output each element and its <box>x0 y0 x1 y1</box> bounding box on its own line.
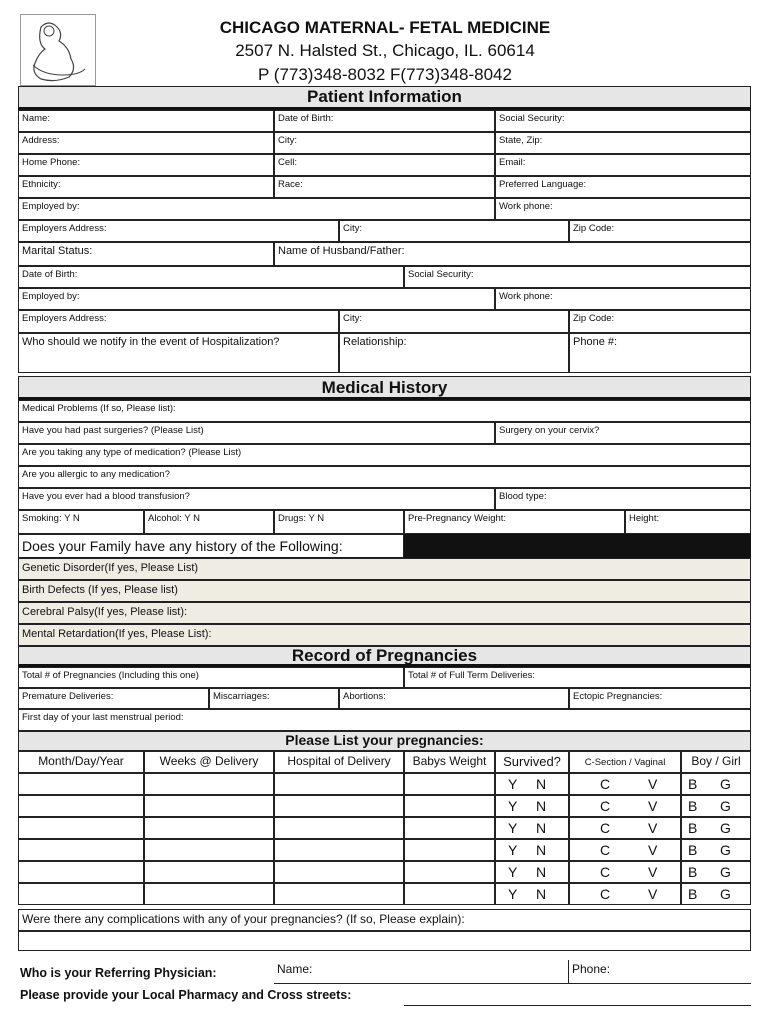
row-date[interactable] <box>18 839 144 861</box>
medication-field[interactable]: Are you taking any type of medication? (Please List) <box>18 444 751 466</box>
allergy-field[interactable]: Are you allergic to any medication? <box>18 466 751 488</box>
section-medical-history: Medical History <box>18 376 751 400</box>
lmp-field[interactable]: First day of your last menstrual period: <box>18 709 751 731</box>
employer-city-field[interactable]: City: <box>339 220 569 242</box>
option-girl[interactable]: G <box>720 820 731 836</box>
option-no[interactable]: N <box>536 842 547 858</box>
premature-field[interactable]: Premature Deliveries: <box>18 688 209 709</box>
row-hospital[interactable] <box>274 817 404 839</box>
option-no[interactable]: N <box>536 864 547 880</box>
row-survived[interactable] <box>495 839 569 861</box>
row-sex[interactable] <box>681 883 751 905</box>
row-delivery[interactable] <box>569 773 681 795</box>
zip-code-field[interactable]: Zip Code: <box>569 220 751 242</box>
row-weeks[interactable] <box>144 861 274 883</box>
col-delivery-method: C-Section / Vaginal <box>569 751 681 773</box>
option-c-section[interactable]: C <box>600 886 611 902</box>
col-survived: Survived? <box>495 751 569 773</box>
language-field[interactable]: Preferred Language: <box>495 176 751 198</box>
row-sex[interactable] <box>681 817 751 839</box>
drugs-field[interactable]: Drugs: Y N <box>274 510 404 534</box>
husband-father-field[interactable]: Name of Husband/Father: <box>274 242 751 266</box>
total-pregnancies-field[interactable]: Total # of Pregnancies (Including this one) <box>18 667 404 688</box>
option-girl[interactable]: G <box>720 886 731 902</box>
row-delivery[interactable] <box>569 839 681 861</box>
spouse-employer-address-field[interactable]: Employers Address: <box>18 310 339 333</box>
row-hospital[interactable] <box>274 795 404 817</box>
smoking-field[interactable]: Smoking: Y N <box>18 510 144 534</box>
row-hospital[interactable] <box>274 773 404 795</box>
spouse-work-phone-field[interactable]: Work phone: <box>495 288 751 310</box>
ectopic-field[interactable]: Ectopic Pregnancies: <box>569 688 751 709</box>
option-girl[interactable]: G <box>720 864 731 880</box>
col-hospital: Hospital of Delivery <box>274 751 404 773</box>
row-delivery[interactable] <box>569 817 681 839</box>
row-survived[interactable] <box>495 861 569 883</box>
row-survived[interactable] <box>495 795 569 817</box>
birth-defects-field[interactable]: Birth Defects (If yes, Please list) <box>18 580 751 602</box>
spouse-zip-field[interactable]: Zip Code: <box>569 310 751 333</box>
row-sex[interactable] <box>681 795 751 817</box>
referring-physician-label: Who is your Referring Physician: <box>20 966 217 980</box>
option-yes[interactable]: Y <box>508 886 518 902</box>
pharmacy-label: Please provide your Local Pharmacy and Cross streets: <box>20 988 352 1002</box>
option-girl[interactable]: G <box>720 798 731 814</box>
row-sex[interactable] <box>681 839 751 861</box>
spouse-employer-city-field[interactable]: City: <box>339 310 569 333</box>
row-weight[interactable] <box>404 773 495 795</box>
row-weeks[interactable] <box>144 817 274 839</box>
option-c-section[interactable]: C <box>600 798 611 814</box>
row-survived[interactable] <box>495 883 569 905</box>
row-delivery[interactable] <box>569 861 681 883</box>
alcohol-field[interactable]: Alcohol: Y N <box>144 510 274 534</box>
option-boy[interactable]: B <box>688 842 698 858</box>
emergency-contact-field[interactable]: Who should we notify in the event of Hospitalization? <box>18 333 339 373</box>
option-boy[interactable]: B <box>688 820 698 836</box>
row-hospital[interactable] <box>274 883 404 905</box>
city-field[interactable]: City: <box>274 132 495 154</box>
option-c-section[interactable]: C <box>600 842 611 858</box>
row-delivery[interactable] <box>569 883 681 905</box>
option-yes[interactable]: Y <box>508 842 518 858</box>
mental-retardation-field[interactable]: Mental Retardation(If yes, Please List): <box>18 624 751 646</box>
abortions-field[interactable]: Abortions: <box>339 688 569 709</box>
physician-name-field[interactable]: Name: <box>274 960 569 984</box>
row-hospital[interactable] <box>274 839 404 861</box>
option-vaginal[interactable]: V <box>648 820 658 836</box>
row-weeks[interactable] <box>144 839 274 861</box>
option-yes[interactable]: Y <box>508 820 518 836</box>
section-patient-information: Patient Information <box>18 86 751 110</box>
pharmacy-line[interactable] <box>404 1005 751 1006</box>
option-vaginal[interactable]: V <box>648 776 658 792</box>
option-no[interactable]: N <box>536 798 547 814</box>
ethnicity-field[interactable]: Ethnicity: <box>18 176 274 198</box>
complications-answer[interactable] <box>18 931 751 951</box>
relationship-field[interactable]: Relationship: <box>339 333 569 373</box>
clinic-logo <box>20 14 96 86</box>
option-boy[interactable]: B <box>688 776 698 792</box>
option-c-section[interactable]: C <box>600 776 611 792</box>
section-record-of-pregnancies: Record of Pregnancies <box>18 646 751 667</box>
row-weight[interactable] <box>404 883 495 905</box>
work-phone-field[interactable]: Work phone: <box>495 198 751 220</box>
spouse-ssn-field[interactable]: Social Security: <box>404 266 751 288</box>
option-yes[interactable]: Y <box>508 798 518 814</box>
col-date: Month/Day/Year <box>18 751 144 773</box>
option-vaginal[interactable]: V <box>648 886 658 902</box>
row-weight[interactable] <box>404 861 495 883</box>
row-weeks[interactable] <box>144 773 274 795</box>
row-date[interactable] <box>18 817 144 839</box>
race-field[interactable]: Race: <box>274 176 495 198</box>
full-term-field[interactable]: Total # of Full Term Deliveries: <box>404 667 751 688</box>
dob-field[interactable]: Date of Birth: <box>274 110 495 132</box>
complications-field[interactable]: Were there any complications with any of your pregnancies? (If so, Please explain): <box>18 909 751 931</box>
row-hospital[interactable] <box>274 861 404 883</box>
row-sex[interactable] <box>681 861 751 883</box>
home-phone-field[interactable]: Home Phone: <box>18 154 274 176</box>
option-vaginal[interactable]: V <box>648 864 658 880</box>
cell-field[interactable]: Cell: <box>274 154 495 176</box>
address-field[interactable]: Address: <box>18 132 274 154</box>
state-zip-field[interactable]: State, Zip: <box>495 132 751 154</box>
option-no[interactable]: N <box>536 776 547 792</box>
option-yes[interactable]: Y <box>508 864 518 880</box>
option-c-section[interactable]: C <box>600 864 611 880</box>
pre-pregnancy-weight-field[interactable]: Pre-Pregnancy Weight: <box>404 510 625 534</box>
option-c-section[interactable]: C <box>600 820 611 836</box>
height-field[interactable]: Height: <box>625 510 751 534</box>
col-weeks: Weeks @ Delivery <box>144 751 274 773</box>
clinic-address: 2507 N. Halsted St., Chicago, IL. 60614 <box>235 41 535 60</box>
row-survived[interactable] <box>495 817 569 839</box>
option-girl[interactable]: G <box>720 842 731 858</box>
option-girl[interactable]: G <box>720 776 731 792</box>
option-yes[interactable]: Y <box>508 776 518 792</box>
employed-by-field[interactable]: Employed by: <box>18 198 495 220</box>
row-weight[interactable] <box>404 839 495 861</box>
row-date[interactable] <box>18 795 144 817</box>
medical-problems-field[interactable]: Medical Problems (If so, Please list): <box>18 400 751 422</box>
option-no[interactable]: N <box>536 820 547 836</box>
ssn-field[interactable]: Social Security: <box>495 110 751 132</box>
col-sex: Boy / Girl <box>681 751 751 773</box>
name-field[interactable]: Name: <box>18 110 274 132</box>
option-no[interactable]: N <box>536 886 547 902</box>
shaded-block <box>404 534 751 558</box>
blood-type-field[interactable]: Blood type: <box>495 488 751 510</box>
cervix-surgery-field[interactable]: Surgery on your cervix? <box>495 422 751 444</box>
row-weight[interactable] <box>404 795 495 817</box>
spouse-employed-field[interactable]: Employed by: <box>18 288 495 310</box>
emergency-phone-field[interactable]: Phone #: <box>569 333 751 373</box>
marital-status-field[interactable]: Marital Status: <box>18 242 274 266</box>
option-boy[interactable]: B <box>688 886 698 902</box>
row-delivery[interactable] <box>569 795 681 817</box>
option-boy[interactable]: B <box>688 798 698 814</box>
cerebral-palsy-field[interactable]: Cerebral Palsy(If yes, Please list): <box>18 602 751 624</box>
family-history-title: Does your Family have any history of the Following: <box>18 534 404 558</box>
row-survived[interactable] <box>495 773 569 795</box>
employer-address-field[interactable]: Employers Address: <box>18 220 339 242</box>
email-field[interactable]: Email: <box>495 154 751 176</box>
transfusion-field[interactable]: Have you ever had a blood transfusion? <box>18 488 495 510</box>
row-weeks[interactable] <box>144 795 274 817</box>
option-vaginal[interactable]: V <box>648 842 658 858</box>
clinic-name: CHICAGO MATERNAL- FETAL MEDICINE <box>219 18 551 37</box>
col-weight: Babys Weight <box>404 751 495 773</box>
clinic-phone-fax: P (773)348-8032 F(773)348-8042 <box>258 65 512 84</box>
row-date[interactable] <box>18 883 144 905</box>
physician-phone-field[interactable]: Phone: <box>569 960 751 984</box>
row-weeks[interactable] <box>144 883 274 905</box>
row-weight[interactable] <box>404 817 495 839</box>
option-boy[interactable]: B <box>688 864 698 880</box>
section-pregnancy-list: Please List your pregnancies: <box>18 731 751 751</box>
row-date[interactable] <box>18 773 144 795</box>
past-surgeries-field[interactable]: Have you had past surgeries? (Please List) <box>18 422 495 444</box>
option-vaginal[interactable]: V <box>648 798 658 814</box>
row-sex[interactable] <box>681 773 751 795</box>
row-date[interactable] <box>18 861 144 883</box>
genetic-disorder-field[interactable]: Genetic Disorder(If yes, Please List) <box>18 558 751 580</box>
spouse-dob-field[interactable]: Date of Birth: <box>18 266 404 288</box>
miscarriages-field[interactable]: Miscarriages: <box>209 688 339 709</box>
